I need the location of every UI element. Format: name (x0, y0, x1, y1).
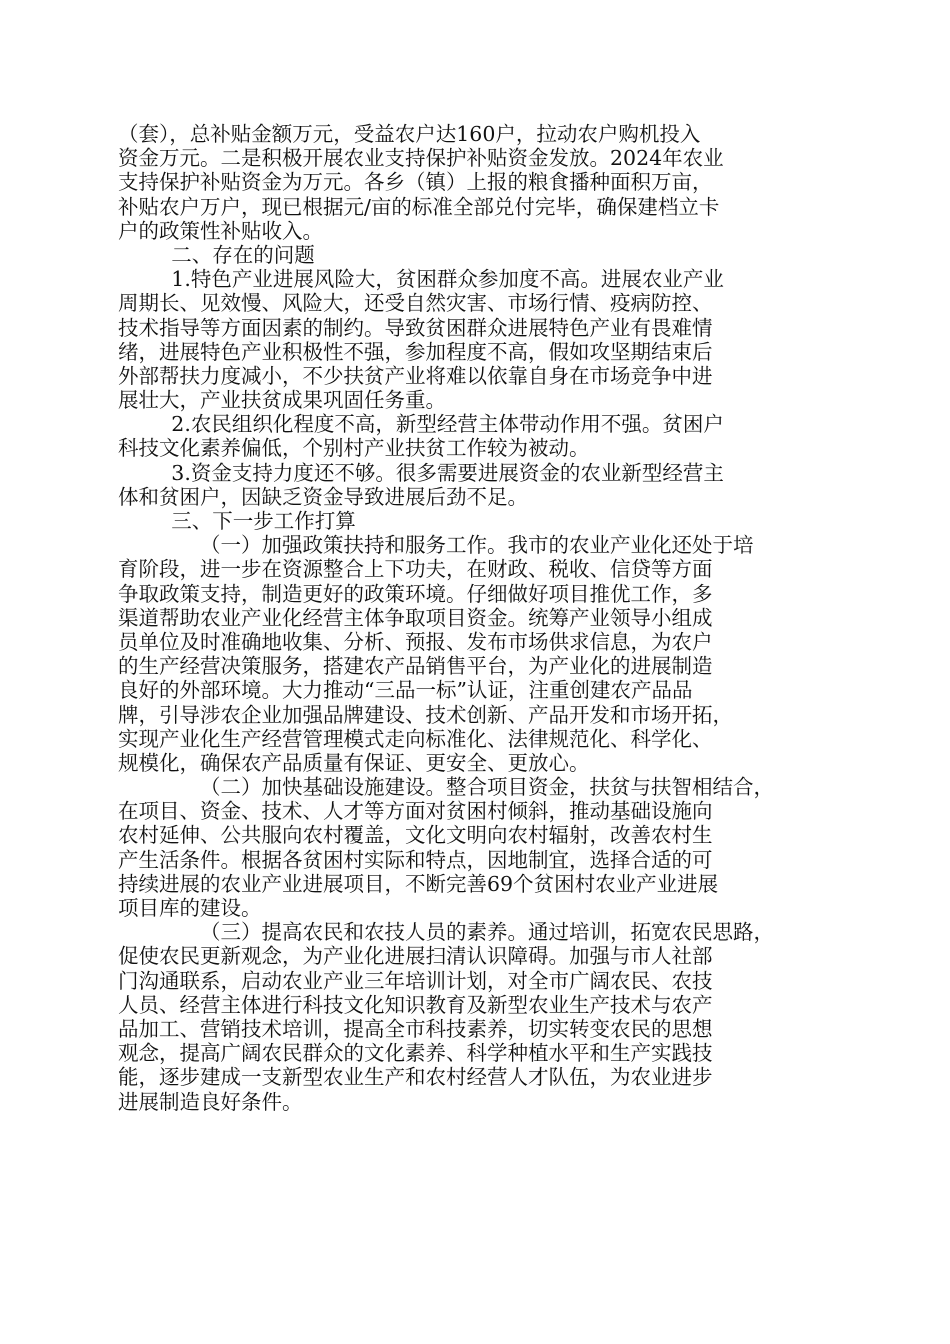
text-line: 品加工、营销技术培训，提高全市科技素养，切实转变农民的思想 (118, 1016, 713, 1041)
text-line: （一）加强政策扶持和服务工作。我市的农业产业化还处于培 (200, 533, 754, 558)
text-line: 周期长、见效慢、风险大，还受自然灾害、市场行情、疫病防控、 (118, 291, 713, 316)
text-line: 门沟通联系，启动农业产业三年培训计划，对全市广阔农民、农技 (118, 968, 713, 993)
text-line: （三）提高农民和农技人员的素养。通过培训，拓宽农民思路， (200, 920, 774, 945)
text-line: 的生产经营决策服务，搭建农产品销售平台，为产业化的进展制造 (118, 654, 713, 679)
text-line: 育阶段，进一步在资源整合上下功夫，在财政、税收、信贷等方面 (118, 557, 713, 582)
text-line: （套），总补贴金额万元，受益农户达160户，拉动农户购机投入 (118, 122, 701, 146)
text-line: 3.资金支持力度还不够。很多需要进展资金的农业新型经营主 (171, 460, 724, 485)
document-body (118, 122, 830, 1114)
text-line: 促使农民更新观念，为产业化进展扫清认识障碍。加强与市人社部 (118, 944, 713, 969)
text-line: 规模化，确保农产品质量有保证、更安全、更放心。 (118, 750, 590, 775)
text-line: 渠道帮助农业产业化经营主体争取项目资金。统筹产业领导小组成 (118, 605, 713, 630)
text-line: 争取政策支持，制造更好的政策环境。仔细做好项目推优工作，多 (118, 581, 713, 606)
text-line: 良好的外部环境。大力推动“三品一标”认证，注重创建农产品品 (118, 678, 693, 703)
text-line: 展壮大，产业扶贫成果巩固任务重。 (118, 388, 446, 413)
text-line: 绪，进展特色产业积极性不强，参加程度不高，假如攻坚期结束后 (118, 339, 713, 364)
text-line: （二）加快基础设施建设。整合项目资金，扶贫与扶智相结合， (200, 775, 774, 800)
text-line: 技术指导等方面因素的制约。导致贫困群众进展特色产业有畏难情 (118, 315, 713, 340)
text-line: 能，逐步建成一支新型农业生产和农村经营人才队伍，为农业进步 (118, 1065, 713, 1090)
text-line: 农村延伸、公共服向农村覆盖，文化文明向农村辐射，改善农村生 (118, 823, 713, 848)
text-line: 员单位及时准确地收集、分析、预报、发布市场供求信息，为农户 (118, 629, 713, 654)
text-line: 补贴农户万户，现已根据元/亩的标准全部兑付完毕，确保建档立卡 (118, 194, 720, 219)
text-line: 人员、经营主体进行科技文化知识教育及新型农业生产技术与农产 (118, 992, 713, 1017)
text-line: 进展制造良好条件。 (118, 1089, 303, 1114)
text-line: 资金万元。二是积极开展农业支持保护补贴资金发放。2024年农业 (118, 146, 724, 171)
text-line: 产生活条件。根据各贫困村实际和特点，因地制宜，选择合适的可 (118, 847, 713, 872)
text-line: 三、下一步工作打算 (171, 509, 356, 533)
text-line: 支持保护补贴资金为万元。各乡（镇）上报的粮食播种面积万亩， (118, 170, 713, 195)
text-line: 牌，引导涉农企业加强品牌建设、技术创新、产品开发和市场开拓， (118, 702, 733, 727)
text-line: 户的政策性补贴收入。 (118, 218, 323, 243)
text-line: 科技文化素养偏低，个别村产业扶贫工作较为被动。 (118, 436, 590, 461)
text-line: 项目库的建设。 (118, 896, 262, 920)
text-line: 二、存在的问题 (171, 242, 315, 267)
text-line: 持续进展的农业产业进展项目，不断完善69个贫困村农业产业进展 (118, 871, 719, 896)
text-line: 体和贫困户，因缺乏资金导致进展后劲不足。 (118, 484, 528, 509)
text-line: 2.农民组织化程度不高，新型经营主体带动作用不强。贫困户 (171, 412, 724, 437)
text-line: 1.特色产业进展风险大，贫困群众参加度不高。进展农业产业 (171, 267, 724, 292)
text-line: 实现产业化生产经营管理模式走向标准化、法律规范化、科学化、 (118, 726, 713, 751)
text-line: 外部帮扶力度减小，不少扶贫产业将难以依靠自身在市场竞争中进 (118, 363, 713, 388)
text-line: 观念，提高广阔农民群众的文化素养、科学种植水平和生产实践技 (118, 1041, 713, 1066)
text-line: 在项目、资金、技术、人才等方面对贫困村倾斜，推动基础设施向 (118, 799, 713, 824)
